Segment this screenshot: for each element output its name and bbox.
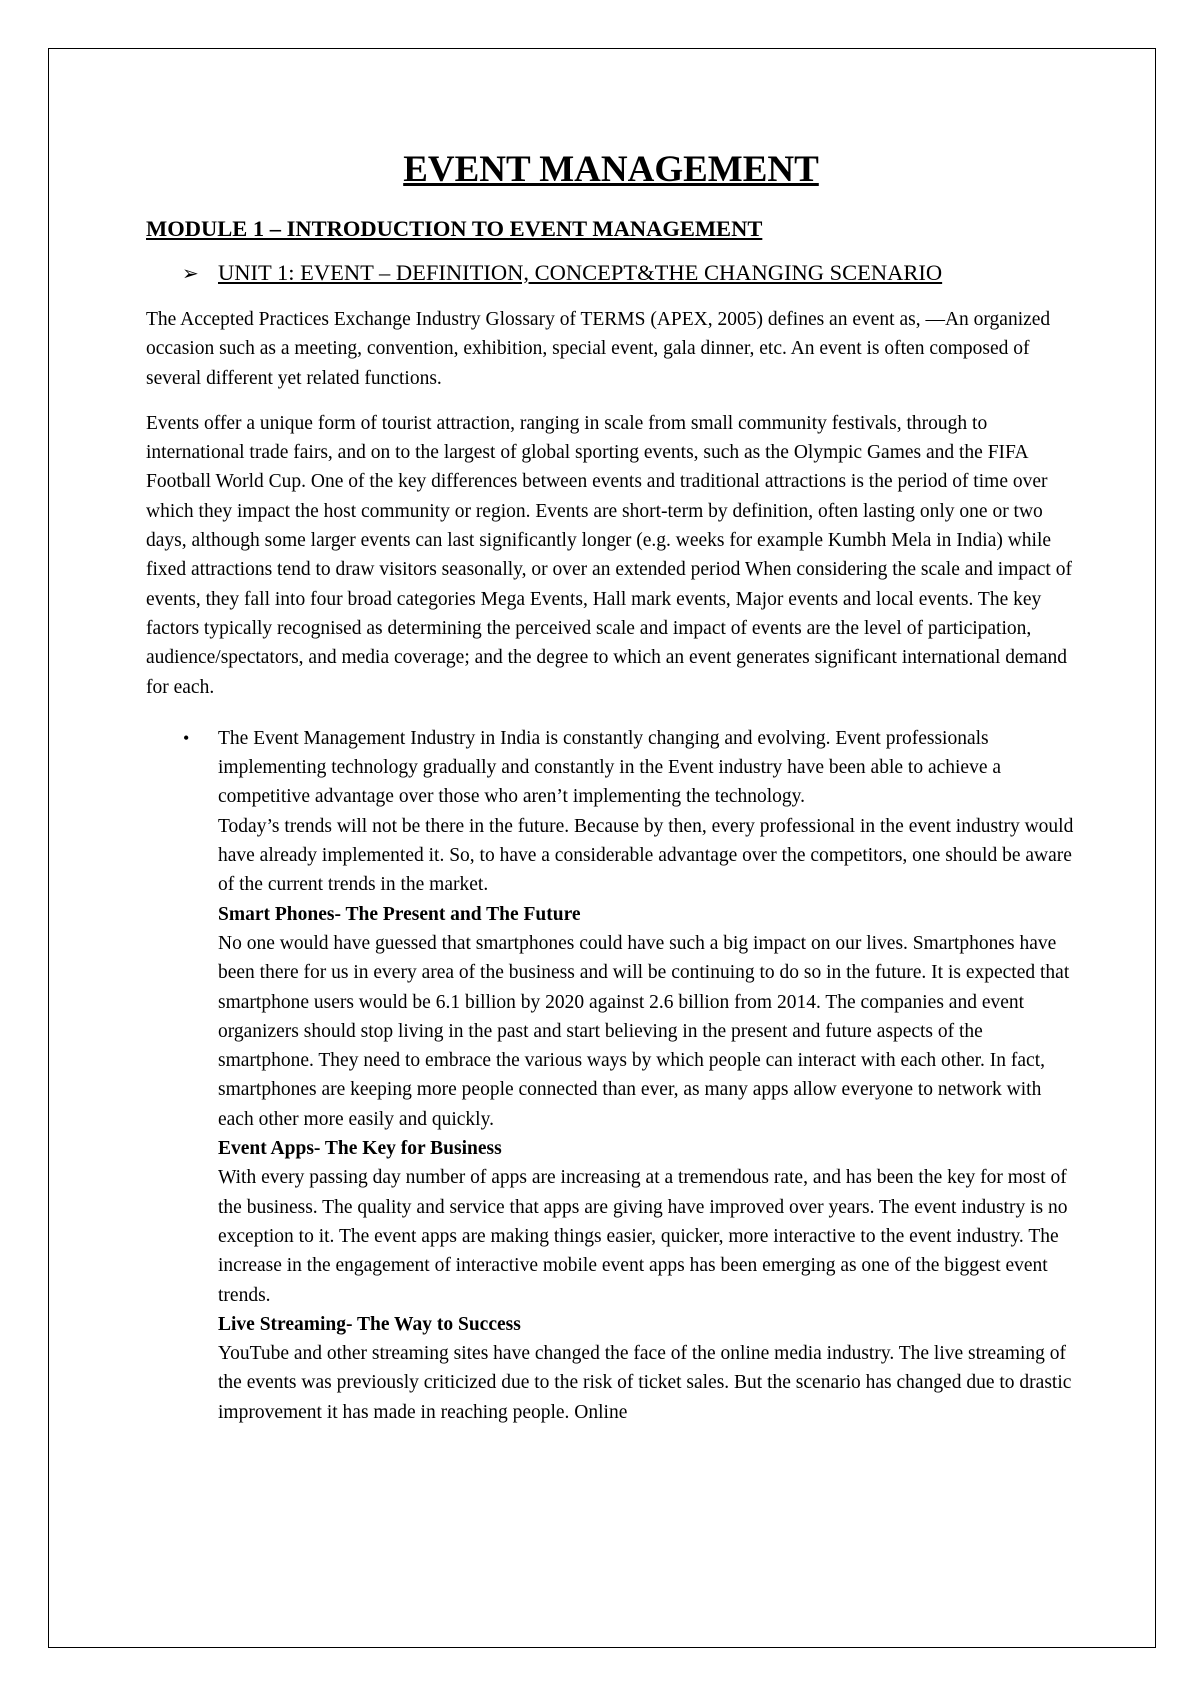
document-title: EVENT MANAGEMENT (403, 149, 819, 190)
paragraph-apex-definition: The Accepted Practices Exchange Industry Glossary of TERMS (APEX, 2005) defines an event as, ―An organized occasion such as a meeting, convention, exhibition, special event, gala dinner, etc. An event is often composed of several different yet related functions. (146, 309, 1051, 389)
smartphones-heading: Smart Phones- The Present and The Future (218, 903, 581, 925)
document-content (146, 146, 1076, 1427)
unit-heading-text: UNIT 1: EVENT – DEFINITION, CONCEPT&THE CHANGING SCENARIO (218, 260, 943, 285)
live-streaming-heading: Live Streaming- The Way to Success (218, 1313, 521, 1335)
bullet-dot-icon: • (183, 727, 190, 748)
bullet-list-item (146, 724, 1076, 1427)
bullet-trends-text: Today’s trends will not be there in the future. Because by then, every professional in the event industry would have already implemented it. So, to have a considerable advantage over the competitors, one should be aware of the current trends in the market. (218, 815, 1074, 896)
arrow-bullet-icon: ➢ (182, 263, 199, 285)
event-apps-heading: Event Apps- The Key for Business (218, 1138, 502, 1160)
bullet-intro-text: The Event Management Industry in India is constantly changing and evolving. Event professionals implementing technology gradually and constantly in the Event industry have been able to achieve a competitive advantage over those who aren’t implementing the technology. (218, 727, 1002, 808)
event-apps-text: With every passing day number of apps are increasing at a tremendous rate, and has been the key for most of the business. The quality and service that apps are giving have improved over years. The event industry is no exception to it. The event apps are making things easier, quicker, more interactive to the event industry. The increase in the engagement of interactive mobile event apps has been emerging as one of the biggest event trends. (218, 1167, 1068, 1306)
unit-heading (182, 258, 1076, 289)
module-heading: MODULE 1 – INTRODUCTION TO EVENT MANAGEMENT (146, 216, 763, 241)
smartphones-text: No one would have guessed that smartphones could have such a big impact on our lives. Smartphones have been there for us in every area of the business and will be continuing to do so in the future. It is expected that smartphone users would be 6.1 billion by 2020 against 2.6 billion from 2014. The companies and event organizers should stop living in the past and start believing in the present and future aspects of the smartphone. They need to embrace the various ways by which people can interact with each other. In fact, smartphones are keeping more people connected than ever, as many apps allow everyone to network with each other more easily and quickly. (218, 932, 1070, 1130)
paragraph-events-overview: Events offer a unique form of tourist attraction, ranging in scale from small community festivals, through to international trade fairs, and on to the largest of global sporting events, such as the Olympic Games and the FIFA Football World Cup. One of the key differences between events and traditional attractions is the period of time over which they impact the host community or region. Events are short-term by definition, often lasting only one or two days, although some larger events can last significantly longer (e.g. weeks for example Kumbh Mela in India) while fixed attractions tend to draw visitors seasonally, or over an extended period When considering the scale and impact of events, they fall into four broad categories Mega Events, Hall mark events, Major events and local events. The key factors typically recognised as determining the perceived scale and impact of events are the level of participation, audience/spectators, and media coverage; and the degree to which an event generates significant international demand for each. (146, 412, 1072, 698)
live-streaming-text: YouTube and other streaming sites have changed the face of the online media industry. The live streaming of the events was previously criticized due to the risk of ticket sales. But the scenario has changed due to drastic improvement it has made in reaching people. Online (218, 1343, 1072, 1423)
